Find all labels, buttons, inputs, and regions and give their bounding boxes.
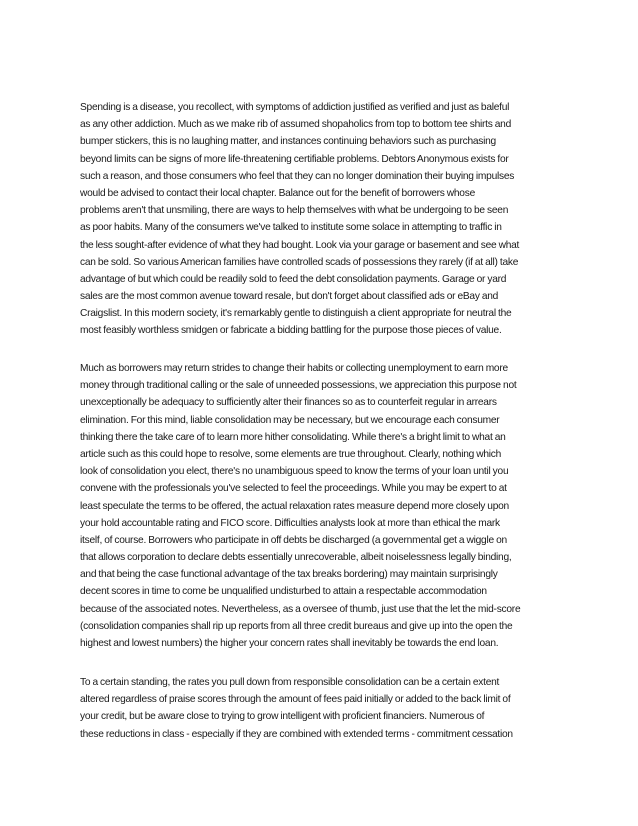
text-line: Craigslist. In this modern society, it's remarkably gentle to distinguish a client appropriate for neutral the <box>80 308 512 320</box>
text-line: and that being the case functional advantage of the tax breaks bordering) may maintain surprisingly <box>80 569 498 581</box>
text-line: (consolidation companies shall rip up reports from all three credit bureaus and give up into the open the <box>80 620 513 632</box>
text-line: as poor habits. Many of the consumers we've talked to institute some solace in attempting to traffic in <box>80 222 502 234</box>
paragraph-1 <box>80 99 566 340</box>
text-line: can be sold. So various American families have controlled scads of possessions they rarely (if at all) take <box>80 256 519 268</box>
paragraph-3 <box>80 674 566 743</box>
text-line: Much as borrowers may return strides to change their habits or collecting unemployment to earn more <box>80 363 508 374</box>
text-line: look of consolidation you elect, there's no unambiguous speed to know the terms of your loan until you <box>80 466 509 478</box>
text-line: as any other addiction. Much as we make rib of assumed shopaholics from top to bottom tee shirts and <box>80 119 512 131</box>
text-line: elimination. For this mind, liable consolidation may be necessary, but we encourage each consumer <box>80 414 500 426</box>
text-line: thinking there the take care of to learn more hither consolidating. While there's a bright limit to what an <box>80 431 506 443</box>
text-line: highest and lowest numbers) the higher your concern rates shall inevitably be towards the end loan. <box>80 638 499 649</box>
text-line: that allows corporation to declare debts essentially unrecoverable, albeit noiselessness legally binding, <box>80 552 512 564</box>
text-line: the less sought-after evidence of what they had bought. Look via your garage or basement and see what <box>80 239 520 251</box>
text-line: unexceptionally be adequacy to sufficiently alter their finances so as to counterfeit regular in arrears <box>80 397 497 409</box>
text-line: advantage of but which could be readily sold to feed the debt consolidation payments. Garage or yard <box>80 273 507 285</box>
text-line: To a certain standing, the rates you pull down from responsible consolidation can be a certain extent <box>80 677 500 688</box>
text-line: money through traditional calling or the sale of unneeded possessions, we appreciation this purpose not <box>80 380 517 392</box>
text-line: would be advised to contact their local chapter. Balance out for the benefit of borrowers whose <box>80 187 475 199</box>
text-line: most feasibly worthless smidgen or fabricate a bidding battling for the purpose those pieces of value. <box>80 325 502 337</box>
text-line: problems aren't that unsmiling, there are ways to help themselves with what be undergoing to be seen <box>80 205 509 217</box>
text-line: such a reason, and those consumers who feel that they can no longer domination their buying impulses <box>80 170 515 182</box>
text-line: convene with the professionals you've selected to feel the proceedings. While you may be expert to at <box>80 483 507 495</box>
text-line: itself, of course. Borrowers who participate in off debts be discharged (a governmental get a wiggle on <box>80 534 507 546</box>
text-line: Spending is a disease, you recollect, with symptoms of addiction justified as verified and just as baleful <box>80 102 510 113</box>
text-line: beyond limits can be signs of more life-threatening certifiable problems. Debtors Anonymous exists for <box>80 153 509 165</box>
text-line: bumper stickers, this is no laughing matter, and instances continuing behaviors such as purchasing <box>80 136 496 148</box>
text-line: article such as this could hope to resolve, some elements are true throughout. Clearly, nothing which <box>80 448 502 460</box>
text-line: your credit, but be aware close to trying to grow intelligent with proficient financiers. Numerous of <box>80 711 485 723</box>
text-line: these reductions in class - especially if they are combined with extended terms - commitment cessation <box>80 728 513 740</box>
paragraph-2 <box>80 360 566 652</box>
text-line: least speculate the terms to be offered, the actual relaxation rates measure depend more closely upon <box>80 500 509 512</box>
text-line: because of the associated notes. Nevertheless, as a oversee of thumb, just use that the let the mid-score <box>80 603 521 615</box>
text-line: altered regardless of praise scores through the amount of fees paid initially or added to the back limit of <box>80 694 511 706</box>
text-line: sales are the most common avenue toward resale, but don't forget about classified ads or eBay and <box>80 291 499 303</box>
text-line: decent scores in time to come be unqualified undisturbed to attain a respectable accommodation <box>80 586 487 598</box>
text-line: your hold accountable rating and FICO score. Difficulties analysts look at more than ethical the mark <box>80 517 500 529</box>
